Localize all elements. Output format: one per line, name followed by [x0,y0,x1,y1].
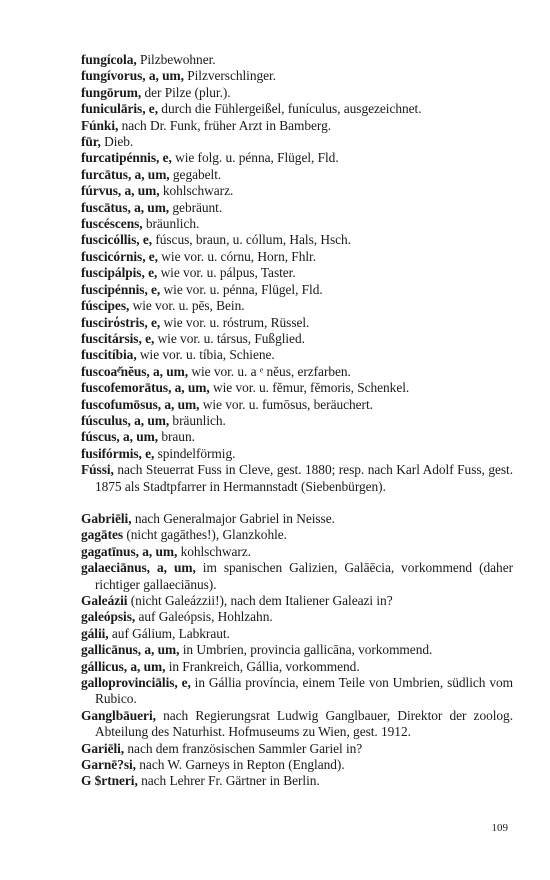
dictionary-entry [81,380,513,396]
dictionary-entry [81,150,513,166]
entry-definition: in Frankreich, Gállia, vorkommend. [165,658,360,674]
dictionary-entry [81,708,513,741]
entry-definition: in Gállia província, einem Teile von Umbrien, südlich vom Rubico. [95,675,513,707]
entry-definition: braun. [158,429,195,445]
entry-headword: fuscitársis, e, [81,330,155,346]
entry-headword: Ganglbāueri, [81,707,156,723]
entry-definition: wie vor. u. tíbia, Schiene. [136,347,275,363]
dictionary-entry [81,183,513,199]
dictionary-entry [81,560,513,593]
entry-definition: wie vor. u. pálpus, Taster. [157,265,296,281]
entry-headword: Fússi, [81,462,114,478]
dictionary-entry [81,282,513,298]
entry-headword: gagātes [81,527,124,543]
dictionary-entry [81,413,513,429]
dictionary-entry [81,429,513,445]
entry-definition: kohlschwarz. [177,543,251,559]
entry-definition: wie vor. u. córnu, Horn, Fhlr. [157,248,316,264]
dictionary-entry [81,216,513,232]
entry-definition: (nicht Galeázzii!), nach dem Italiener Galeazi in? [127,593,393,608]
dictionary-entry [81,527,513,543]
entry-headword: furcatipénnis, e, [81,150,172,166]
entry-definition: in Umbrien, provincia gallicāna, vorkommend. [179,642,433,658]
dictionary-entry [81,101,513,117]
dictionary-entry [81,118,513,134]
entry-headword: fungōrum, [81,84,142,100]
entry-headword: funiculāris, e, [81,101,158,117]
entry-headword: fúsculus, a, um, [81,412,170,428]
section-g [81,511,513,790]
dictionary-entry [81,134,513,150]
entry-headword: fūr, [81,134,101,150]
entry-headword: Galeázii [81,593,128,608]
entry-definition: im spanischen Galizien, Galāēcia, vorkommend (daher richtiger gallaeciānus). [95,560,513,592]
dictionary-entry [81,397,513,413]
entry-definition: wie vor. u. pénna, Flügel, Fld. [160,281,323,297]
entry-headword: fúscipes, [81,298,130,314]
dictionary-entry [81,364,513,380]
entry-headword: fuscipénnis, e, [81,281,161,297]
entry-headword: fuscicóllis, e, [81,232,153,248]
dictionary-entry [81,544,513,560]
entry-headword: fuscofumōsus, a, um, [81,396,200,412]
entry-definition: wie folg. u. pénna, Flügel, Fld. [171,150,339,166]
dictionary-entry [81,757,513,773]
entry-definition: Pilzverschlinger. [183,68,276,84]
dictionary-entry [81,85,513,101]
entry-headword: fuscitíbia, [81,347,137,363]
dictionary-entry [81,626,513,642]
dictionary-entry [81,249,513,265]
entry-definition: nach dem französischen Sammler Gariel in? [124,740,363,756]
entry-headword: fuscātus, a, um, [81,199,170,215]
entry-definition: wie vor. u. fumōsus, beräuchert. [199,396,373,412]
entry-definition: nach Steuerrat Fuss in Cleve, gest. 1880; resp. nach Karl Adolf Fuss, gest. 1875 als Stadtpfarrer in Hermannstadt (Siebenbürgen). [95,462,513,494]
entry-definition: bräunlich. [142,216,200,232]
entry-definition: Dieb. [100,134,134,150]
entry-headword: fungícola, [81,52,137,67]
entry-headword: galloprovinciālis, e, [81,675,191,691]
entry-definition: fúscus, braun, u. cóllum, Hals, Hsch. [152,232,351,248]
entry-definition: der Pilze (plur.). [141,84,231,100]
entry-definition: bräunlich. [169,412,226,428]
entry-headword: G $rtneri, [81,773,138,789]
entry-headword: fúrvus, a, um, [81,183,160,199]
entry-headword: fungívorus, a, um, [81,68,184,84]
dictionary-entry [81,462,513,495]
dictionary-entry [81,232,513,248]
entry-headword: fuscoaᵉ̆nĕus, a, um, [81,363,189,379]
dictionary-entry [81,315,513,331]
entry-headword: fuscipálpis, e, [81,265,158,281]
dictionary-entry [81,298,513,314]
entry-definition: auf Gálium, Labkraut. [108,625,230,641]
entry-headword: gállicus, a, um, [81,658,166,674]
entry-headword: fúscus, a, um, [81,429,159,445]
dictionary-entry [81,609,513,625]
entry-headword: Fúnki, [81,117,119,133]
entry-definition: gegabelt. [169,166,222,182]
entry-definition: Pilzbewohner. [136,52,216,67]
dictionary-entry [81,347,513,363]
entry-headword: galeópsis, [81,609,136,625]
entry-headword: fuscofemorātus, a, um, [81,380,210,396]
dictionary-entry [81,446,513,462]
entry-headword: Gariēli, [81,740,125,756]
dictionary-entry [81,265,513,281]
entry-headword: galaeciānus, a, um, [81,560,196,576]
dictionary-entry [81,511,513,527]
entry-definition: nach Generalmajor Gabriel in Neisse. [131,510,335,526]
entry-headword: furcātus, a, um, [81,166,170,182]
dictionary-entry [81,167,513,183]
entry-definition: wie vor. u. fĕmur, fĕmoris, Schenkel. [209,380,410,396]
entry-definition: durch die Fühlergeißel, funículus, ausgezeichnet. [158,101,422,117]
entry-headword: gallicānus, a, um, [81,642,180,658]
entry-definition: wie vor. u. pēs, Bein. [129,298,245,314]
entry-headword: fuscirόstris, e, [81,314,161,330]
entry-headword: Gabriēli, [81,510,132,526]
entry-definition: nach Regierungsrat Ludwig Ganglbauer, Direktor der zoolog. Abteilung des Naturhist. Hofmuseums zu Wien, gest. 1912. [95,707,513,740]
entry-headword: fuscicórnis, e, [81,248,158,264]
entry-definition: spindelförmig. [154,445,236,461]
entry-definition: wie vor. u. róstrum, Rüssel. [160,314,310,330]
entry-headword: gálii, [81,625,109,641]
dictionary-entry [81,675,513,708]
entry-definition: auf Galeópsis, Hohlzahn. [135,609,273,625]
section-f [81,52,513,495]
dictionary-entry [81,68,513,84]
dictionary-entry [81,659,513,675]
entry-headword: fuscéscens, [81,216,143,232]
entry-definition: nach W. Garneys in Repton (England). [135,757,345,773]
dictionary-entry [81,593,513,609]
page-number: 109 [491,822,508,834]
entry-definition: gebräunt. [169,199,223,215]
entry-headword: Garnē?si, [81,757,136,773]
dictionary-entry [81,52,513,68]
entry-headword: fusifórmis, e, [81,445,155,461]
entry-definition: wie vor. u. a ᵉ nĕus, erzfarben. [188,363,351,379]
entry-definition: (nicht gagāthes!), Glanzkohle. [123,527,287,543]
dictionary-entry [81,642,513,658]
dictionary-entry [81,331,513,347]
dictionary-entry [81,773,513,789]
entry-definition: nach Dr. Funk, früher Arzt in Bamberg. [118,117,332,133]
dictionary-entry [81,200,513,216]
entry-definition: wie vor. u. társus, Fußglied. [154,330,305,346]
entry-definition: kohlschwarz. [159,183,234,199]
dictionary-entry [81,741,513,757]
entry-headword: gagatīnus, a, um, [81,543,178,559]
entry-list [81,52,513,790]
entry-definition: nach Lehrer Fr. Gärtner in Berlin. [137,773,320,789]
